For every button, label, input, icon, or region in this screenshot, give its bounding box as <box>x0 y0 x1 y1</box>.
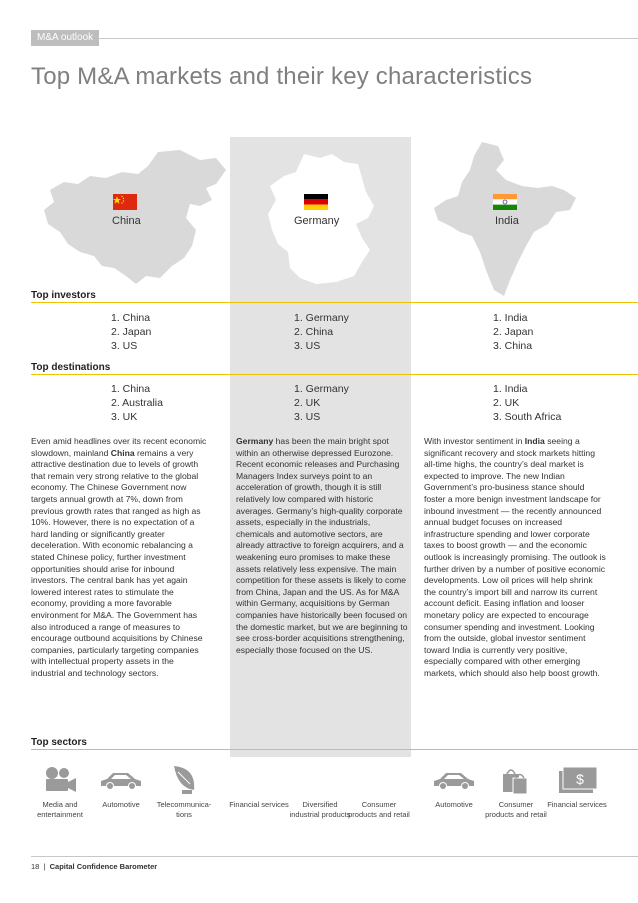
footer-divider <box>31 856 638 857</box>
sector-label: Consumer products and retail <box>348 800 410 819</box>
india-paragraph <box>424 436 606 679</box>
section-tag: M&A outlook <box>31 30 99 46</box>
top-destinations-heading: Top destinations <box>31 362 111 373</box>
india-investors-list <box>493 311 533 353</box>
header-divider <box>98 38 638 39</box>
paragraph-text: seeing a significant recovery and stock markets hitting all-time highs, the country’s deal market is expected to improve. The new Indian Government’s pro-business stance should foster a more benign investment landscape for inbound investment — the recently announced annual budget focuses on increased infrastructure spending and lower corporate taxes to boost growth — and the economic outlook is increasingly promising. The outlook is further driven by a number of positive economic developments. Low oil prices will help shrink the country’s import bill and narrow its current account deficit. Easing inflation and looser monetary policy are expected to encourage consumer spending and investment. Looking from the outside, global investor sentiment toward India is currently very positive, especially compared with other emerging markets, which should also help boost growth. <box>424 436 606 678</box>
china-flag-icon <box>113 194 137 210</box>
china-paragraph <box>31 436 209 679</box>
sector-label: Telecommunica-tions <box>156 800 212 819</box>
car-icon <box>98 770 144 792</box>
list-item: 3. US <box>294 340 321 352</box>
sector-label: Diversified industrial products <box>289 800 351 819</box>
china-investors-list <box>111 311 151 353</box>
svg-text:$: $ <box>576 771 584 787</box>
list-item: 1. Germany <box>294 312 349 324</box>
list-item: 3. US <box>111 340 138 352</box>
satellite-dish-icon <box>170 762 200 796</box>
list-item: 2. Japan <box>111 326 152 338</box>
paragraph-emphasis: China <box>110 447 135 458</box>
paragraph-emphasis: India <box>524 436 545 446</box>
top-sectors-rule <box>31 749 638 750</box>
germany-paragraph <box>236 436 408 656</box>
list-item: 1. India <box>493 312 528 324</box>
list-item: 1. China <box>111 383 151 395</box>
film-camera-icon <box>43 766 77 794</box>
germany-investors-list <box>294 311 349 353</box>
shopping-bags-icon <box>500 762 530 796</box>
paragraph-text: Even amid headlines over its recent economic slowdown, mainland <box>31 436 207 458</box>
tools-icon <box>304 762 334 796</box>
sector-label: Automotive <box>435 800 473 809</box>
list-item: 3. South Africa <box>493 411 562 423</box>
paragraph-text: has been the main bright spot within an otherwise depressed Eurozone. Recent economic releases and Purchasing Managers Index surveys point to an acceleration of growth, though it is still relatively low compared with historic averages. Germany’s high-quality corporate assets, especially in the industrials, chemicals and automotive sectors, are already attractive to foreign acquirers, and a weakening euro promises to make these assets relatively less expensive. The main competition for these assets is likely to come from China, Japan and the US. As for M&A within Germany, acquisitions by German companies have historically been focused on the domestic market, but we are beginning to see cross-border acquisitions strengthening, especially those focused on the US. <box>236 436 408 655</box>
top-investors-rule <box>31 302 638 303</box>
svg-text:$: $ <box>255 771 263 787</box>
list-item: 2. Australia <box>111 397 163 409</box>
country-label-germany: Germany <box>294 215 340 227</box>
page-footer: 18 | Capital Confidence Barometer <box>31 862 158 871</box>
dollar-bill-icon <box>558 766 598 794</box>
sector-label: Financial services <box>229 800 289 809</box>
list-item: 1. India <box>493 383 528 395</box>
top-destinations-rule <box>31 374 638 375</box>
sector-label: Media and entertainment <box>37 800 83 819</box>
top-sectors-heading: Top sectors <box>31 737 87 748</box>
germany-destinations-list <box>294 382 349 424</box>
list-item: 3. US <box>294 411 321 423</box>
list-item: 1. China <box>111 312 151 324</box>
publication-name: Capital Confidence Barometer <box>49 862 158 871</box>
shopping-bags-icon <box>362 762 392 796</box>
sector-label: Consumer products and retail <box>485 800 547 819</box>
list-item: 2. Japan <box>493 326 534 338</box>
dollar-bill-icon <box>237 766 277 794</box>
top-investors-heading: Top investors <box>31 290 96 301</box>
list-item: 3. China <box>493 340 533 352</box>
china-destinations-list <box>111 382 163 424</box>
germany-flag-icon <box>304 194 328 210</box>
list-item: 2. UK <box>493 397 520 409</box>
country-label-india: India <box>495 215 519 227</box>
paragraph-text: With investor sentiment in <box>424 436 525 446</box>
list-item: 2. China <box>294 326 334 338</box>
india-flag-icon <box>493 194 517 210</box>
list-item: 2. UK <box>294 397 321 409</box>
list-item: 3. UK <box>111 411 138 423</box>
list-item: 1. Germany <box>294 383 349 395</box>
car-icon <box>431 770 477 792</box>
india-destinations-list <box>493 382 561 424</box>
paragraph-emphasis: Germany <box>236 436 274 446</box>
paragraph-text: remains a very attractive destination due to levels of growth that remain very strong relative to the global economy. The Chinese Government now targets annual growth at 7%, down from previous growth rates that ranged as high as 10%. However, there is no expectation of a hard landing or significantly greater deceleration. With economic rebalancing a stated Chinese policy, further investment opportunities should arise for inbound investors. The central bank has yet again lowered interest rates to stimulate the economy, providing a more favorable environment for M&A. The Government has also introduced a range of measures to encourage outbound acquisitions by Chinese companies, particularly targeting companies with intellectual property assets in the industrial and technology sectors. <box>31 447 203 678</box>
page-title: Top M&A markets and their key characteristics <box>31 63 533 90</box>
country-label-china: China <box>112 215 141 227</box>
sector-label: Automotive <box>102 800 140 809</box>
sector-label: Financial services <box>547 800 607 809</box>
page-number: 18 <box>31 862 40 871</box>
